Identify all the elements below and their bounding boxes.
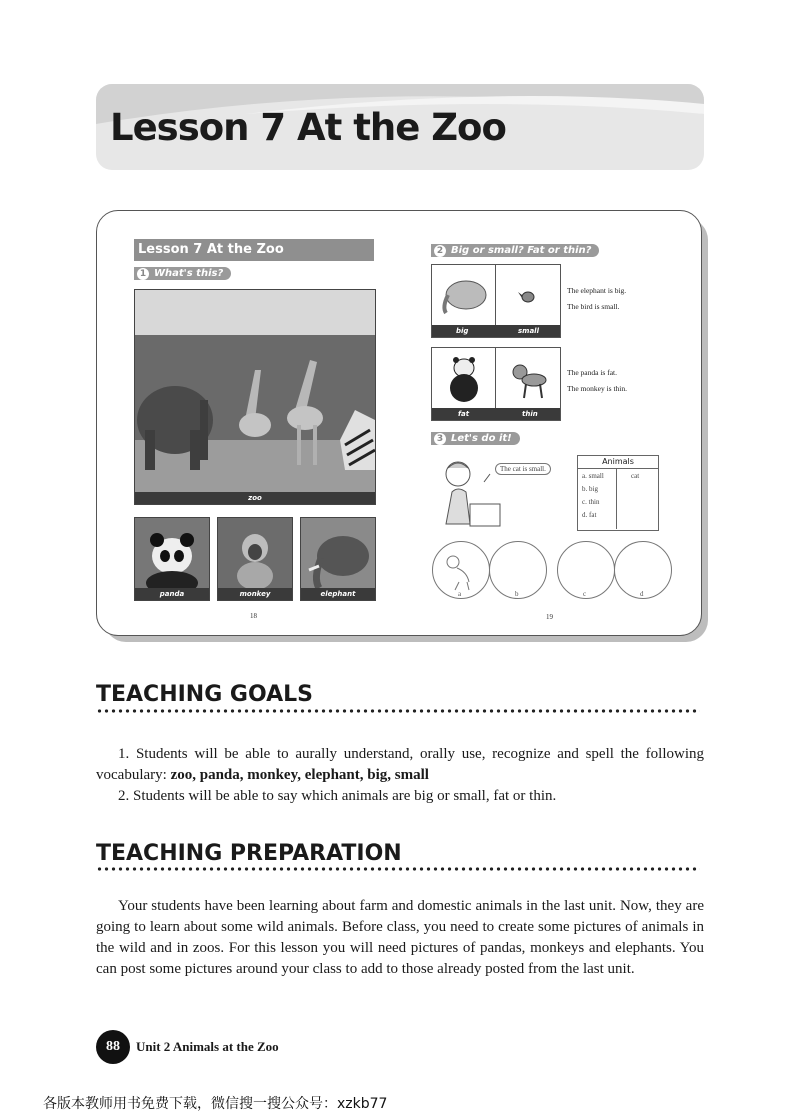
animals-table-title: Animals: [578, 456, 658, 469]
label-fat: fat: [458, 410, 470, 418]
heading-dotted-rule: [96, 708, 700, 714]
download-note: 各版本教师用书免费下载，微信搜一搜公众号：xzkb77: [43, 1096, 388, 1112]
table-row-big: b. big: [582, 485, 598, 493]
sentence-bird-small: The bird is small.: [567, 302, 620, 311]
circle-label-c: c: [583, 590, 587, 598]
sentence-panda-fat: The panda is fat.: [567, 368, 617, 377]
section-1-label: What's this?: [154, 268, 224, 279]
fat-thin-labels: [432, 408, 560, 420]
circle-label-d: d: [640, 590, 644, 598]
sentence-monkey-thin: The monkey is thin.: [567, 384, 627, 393]
elephant-caption: elephant: [301, 588, 375, 600]
sentence-elephant-big: The elephant is big.: [567, 286, 627, 295]
section-2-number: 2: [434, 245, 446, 257]
zoo-photo: [134, 289, 376, 505]
goal-vocabulary: zoo, panda, monkey, elephant, big, small: [170, 767, 429, 783]
preparation-paragraph: Your students have been learning about farm and domestic animals in the last unit. Now, they are going to learn about some wild animals. Before class, you need to create some pictures of animals in the wild and in zoos. For this lesson you will need pictures of pandas, monkeys and elephants. You can post some pictures around your class to add to those already posted from the last unit.: [96, 898, 704, 977]
animals-table: [577, 455, 659, 531]
big-small-sentences: [567, 283, 626, 315]
goal-item-2: 2. Students will be able to say which animals are big or small, fat or thin.: [118, 788, 557, 804]
panda-caption: panda: [135, 588, 209, 600]
circle-label-a: a: [458, 590, 462, 598]
big-small-panel: [431, 264, 561, 338]
section-2-label: Big or small? Fat or thin?: [451, 245, 592, 256]
small-bird-image: [496, 265, 559, 325]
circle-label-b: b: [515, 590, 519, 598]
monkey-caption: monkey: [218, 588, 292, 600]
table-row-small: a. small: [582, 472, 604, 480]
page-number-badge: 88: [96, 1030, 130, 1064]
fat-panda-image: [432, 348, 495, 408]
zoo-scene-image: [135, 290, 375, 504]
spread-lesson-title: Lesson 7 At the Zoo: [134, 239, 374, 261]
section-2-tag: [431, 244, 599, 257]
monkey-photo: [217, 517, 293, 601]
fat-thin-panel: [431, 347, 561, 421]
label-small: small: [518, 327, 539, 335]
zoo-caption: zoo: [135, 492, 375, 504]
heading-dotted-rule: [96, 866, 700, 872]
panda-photo: [134, 517, 210, 601]
section-1-tag: [134, 267, 231, 280]
spread-page-left: 18: [250, 612, 257, 620]
big-elephant-image: [432, 265, 495, 325]
thin-monkey-image: [496, 348, 559, 408]
teaching-goals-heading: TEACHING GOALS: [96, 682, 313, 707]
table-row-fat: d. fat: [582, 511, 597, 519]
animals-table-divider: [616, 469, 617, 529]
title-banner: [96, 84, 704, 170]
section-1-number: 1: [137, 268, 149, 280]
fat-thin-sentences: [567, 365, 627, 397]
goal-item-1-text: 1. Students will be able to aurally understand, orally use, recognize and spell the following vocabulary:: [96, 746, 704, 783]
elephant-photo: [300, 517, 376, 601]
section-3-label: Let's do it!: [451, 433, 512, 444]
lesson-title: Lesson 7 At the Zoo: [110, 106, 506, 149]
unit-title: Unit 2 Animals at the Zoo: [136, 1039, 279, 1054]
label-big: big: [456, 327, 469, 335]
table-answer-cat: cat: [631, 472, 640, 480]
section-3-tag: [431, 432, 520, 445]
teaching-preparation-heading: TEACHING PREPARATION: [96, 841, 402, 866]
speech-bubble: The cat is small.: [495, 463, 551, 475]
section-3-number: 3: [434, 433, 446, 445]
big-small-labels: [432, 325, 560, 337]
spread-page-right: 19: [546, 613, 553, 621]
label-thin: thin: [522, 410, 538, 418]
table-row-thin: c. thin: [582, 498, 600, 506]
goal-item-1: [96, 744, 704, 786]
